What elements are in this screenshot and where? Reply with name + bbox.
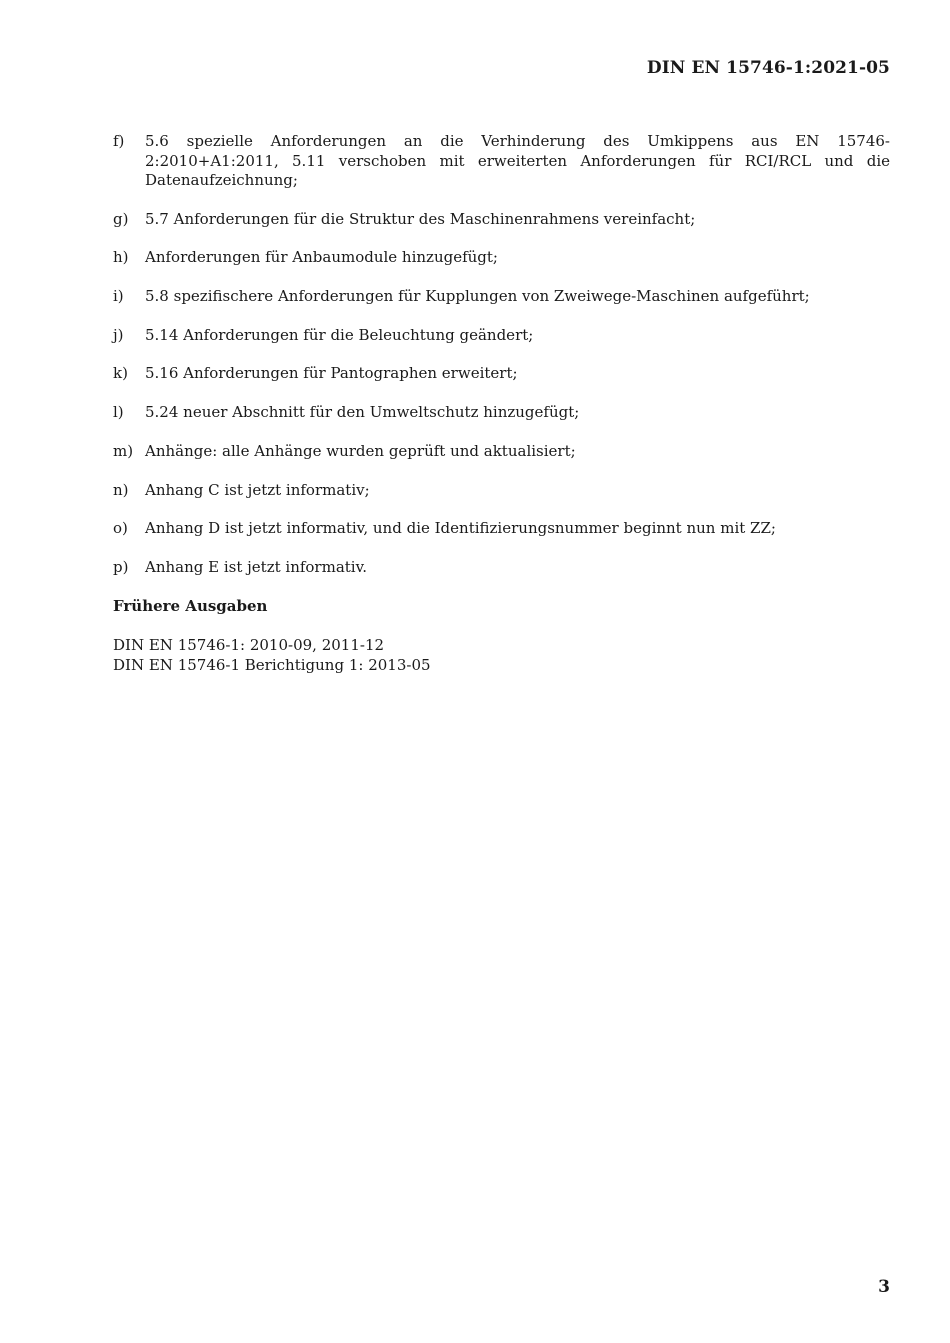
list-marker: p)	[113, 557, 129, 576]
list-item	[113, 326, 890, 346]
list-item	[113, 248, 890, 268]
list-marker: m)	[113, 441, 134, 460]
document-id-header: DIN EN 15746-1:2021-05	[646, 58, 890, 78]
list-marker: h)	[113, 248, 129, 267]
list-marker: k)	[113, 364, 128, 383]
page-number: 3	[878, 1277, 890, 1297]
list-marker: i)	[113, 287, 124, 306]
list-item-text: Anhang C ist jetzt informativ;	[145, 480, 370, 499]
page-content	[113, 132, 890, 675]
list-item	[113, 132, 890, 191]
list-item-text: 5.8 spezifischere Anforderungen für Kupplungen von Zweiwege-Maschinen aufgeführt;	[145, 287, 810, 306]
list-item	[113, 519, 890, 539]
list-item-text: 5.24 neuer Abschnitt für den Umweltschutz hinzugefügt;	[145, 403, 580, 422]
list-item	[113, 364, 890, 384]
list-item-text: 5.7 Anforderungen für die Struktur des Maschinenrahmens vereinfacht;	[145, 209, 696, 228]
previous-edition-line: DIN EN 15746-1: 2010-09, 2011-12	[113, 636, 385, 655]
list-marker: g)	[113, 209, 129, 228]
list-marker: n)	[113, 480, 129, 499]
changes-list	[113, 132, 890, 577]
list-item	[113, 210, 890, 230]
list-marker: j)	[113, 325, 124, 344]
list-item-text: Anhänge: alle Anhänge wurden geprüft und aktualisiert;	[145, 441, 576, 460]
list-marker: o)	[113, 519, 128, 538]
list-item-text: 5.16 Anforderungen für Pantographen erweitert;	[145, 364, 518, 383]
list-item-text: 5.14 Anforderungen für die Beleuchtung geändert;	[145, 325, 534, 344]
list-item	[113, 442, 890, 462]
list-item	[113, 481, 890, 501]
list-item	[113, 403, 890, 423]
previous-editions-heading: Frühere Ausgaben	[113, 596, 268, 615]
list-item-text: 5.6 spezielle Anforderungen an die Verhinderung des Umkippens aus EN 15746-2:2010+A1:2011, 5.11 verschoben mit erweiterten Anforderungen für RCI/RCL und die Datenaufzeichnung;	[145, 132, 890, 189]
list-item-text: Anforderungen für Anbaumodule hinzugefügt;	[145, 248, 498, 267]
list-item	[113, 287, 890, 307]
list-item-text: Anhang E ist jetzt informativ.	[145, 557, 368, 576]
list-item	[113, 558, 890, 578]
list-marker: l)	[113, 403, 124, 422]
list-item-text: Anhang D ist jetzt informativ, und die Identifizierungsnummer beginnt nun mit ZZ;	[145, 519, 776, 538]
previous-edition-line: DIN EN 15746-1 Berichtigung 1: 2013-05	[113, 655, 431, 674]
list-marker: f)	[113, 132, 125, 150]
